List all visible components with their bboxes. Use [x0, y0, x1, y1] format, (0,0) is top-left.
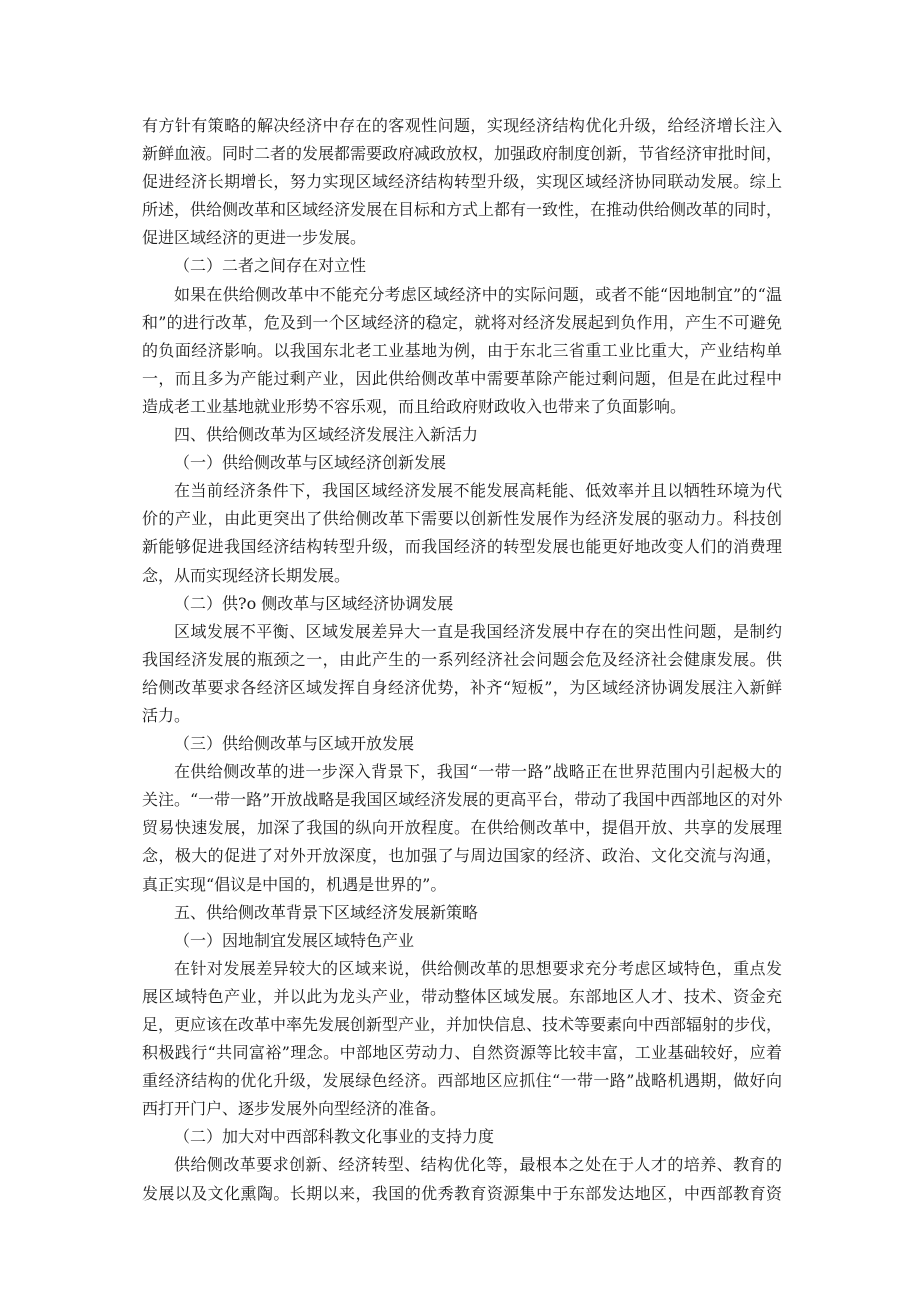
text-line: 有方针有策略的解决经济中存在的客观性问题，实现经济结构优化升级，给经济增长注入: [142, 116, 782, 135]
paragraph-first-line: 在供给侧改革的进一步深入背景下，我国“一带一路”战略正在世界范围内引起极大的: [174, 762, 782, 782]
section-heading: （二）加大对中西部科教文化事业的支持力度: [174, 1127, 495, 1147]
paragraph-first-line: 区域发展不平衡、区域发展差异大一直是我国经济发展中存在的突出性问题，是制约: [174, 621, 782, 641]
paragraph-last-line: 活力。: [142, 705, 191, 725]
text-line: 足，更应该在改革中率先发展创新型产业，并加快信息、技术等要素向中西部辐射的步伐，: [142, 1015, 782, 1034]
paragraph-first-line: 在针对发展差异较大的区域来说，供给侧改革的思想要求充分考虑区域特色，重点发: [174, 958, 782, 978]
section-heading: 五、供给侧改革背景下区域经济发展新策略: [174, 902, 479, 922]
section-heading: （一）供给侧改革与区域经济创新发展: [174, 453, 447, 473]
paragraph-last-line: 造成老工业基地就业形势不容乐观，而且给政府财政收入也带来了负面影响。: [142, 396, 687, 416]
text-line: 贸易快速发展，加深了我国的纵向开放程度。在供给侧改革中，提倡开放、共享的发展理: [142, 818, 782, 838]
paragraph-last-line: 真正实现“倡议是中国的，机遇是世界的”。: [142, 874, 447, 894]
text-line: 发展以及文化熏陶。长期以来，我国的优秀教育资源集中于东部发达地区，中西部教育资: [142, 1183, 782, 1203]
text-line: 和”的进行改革，危及到一个区域经济的稳定，就将对经济发展起到负作用，产生不可避免: [142, 312, 782, 332]
text-line: 给侧改革要求各经济区域发挥自身经济优势，补齐“短板”，为区域经济协调发展注入新鲜: [142, 677, 782, 697]
section-heading: （一）因地制宜发展区域特色产业: [174, 930, 415, 950]
text-line: 新能够促进我国经济结构转型升级，而我国经济的转型发展也能更好地改变人们的消费理: [142, 537, 782, 557]
paragraph-first-line: 供给侧改革要求创新、经济转型、结构优化等，最根本之处在于人才的培养、教育的: [174, 1155, 782, 1175]
paragraph-last-line: 念，从而实现经济长期发展。: [142, 565, 351, 585]
paragraph-first-line: 在当前经济条件下，我国区域经济发展不能发展高耗能、低效率并且以牺牲环境为代: [174, 481, 782, 501]
paragraph-last-line: 西打开门户、逐步发展外向型经济的准备。: [142, 1099, 447, 1119]
text-line: 重经济结构的优化升级，发展绿色经济。西部地区应抓住“一带一路”战略机遇期，做好向: [142, 1071, 782, 1091]
text-line: 促进经济长期增长，努力实现区域经济结构转型升级，实现区域经济协同联动发展。综上: [142, 172, 782, 192]
paragraph-first-line: 如果在供给侧改革中不能充分考虑区域经济中的实际问题，或者不能“因地制宜”的“温: [174, 284, 782, 304]
section-heading: （二）供?o 侧改革与区域经济协调发展: [174, 593, 454, 613]
text-line: 新鲜血液。同时二者的发展都需要政府减政放权，加强政府制度创新，节省经济审批时间，: [142, 144, 782, 164]
paragraph-last-line: 促进区域经济的更进一步发展。: [142, 228, 367, 248]
document-body: [142, 112, 782, 1208]
text-line: 展区域特色产业，并以此为龙头产业，带动整体区域发展。东部地区人才、技术、资金充: [142, 986, 782, 1006]
text-line: 关注。“一带一路”开放战略是我国区域经济发展的更高平台，带动了我国中西部地区的对外: [142, 790, 782, 810]
text-line: 我国经济发展的瓶颈之一，由此产生的一系列经济社会问题会危及经济社会健康发展。供: [142, 649, 782, 669]
text-line: 念，极大的促进了对外开放深度，也加强了与周边国家的经济、政治、文化交流与沟通，: [142, 846, 782, 866]
text-line: 积极践行“共同富裕”理念。中部地区劳动力、自然资源等比较丰富，工业基础较好，应着: [142, 1043, 782, 1063]
text-line: 价的产业，由此更突出了供给侧改革下需要以创新性发展作为经济发展的驱动力。科技创: [142, 509, 782, 529]
section-heading: （二）二者之间存在对立性: [174, 256, 367, 276]
section-heading: 四、供给侧改革为区域经济发展注入新活力: [174, 425, 479, 445]
text-line: 的负面经济影响。以我国东北老工业基地为例，由于东北三省重工业比重大，产业结构单: [142, 340, 782, 360]
text-line: 一，而且多为产能过剩产业，因此供给侧改革中需要革除产能过剩问题，但是在此过程中: [142, 368, 782, 388]
text-line: 所述，供给侧改革和区域经济发展在目标和方式上都有一致性，在推动供给侧改革的同时，: [142, 200, 782, 220]
section-heading: （三）供给侧改革与区域开放发展: [174, 734, 415, 754]
